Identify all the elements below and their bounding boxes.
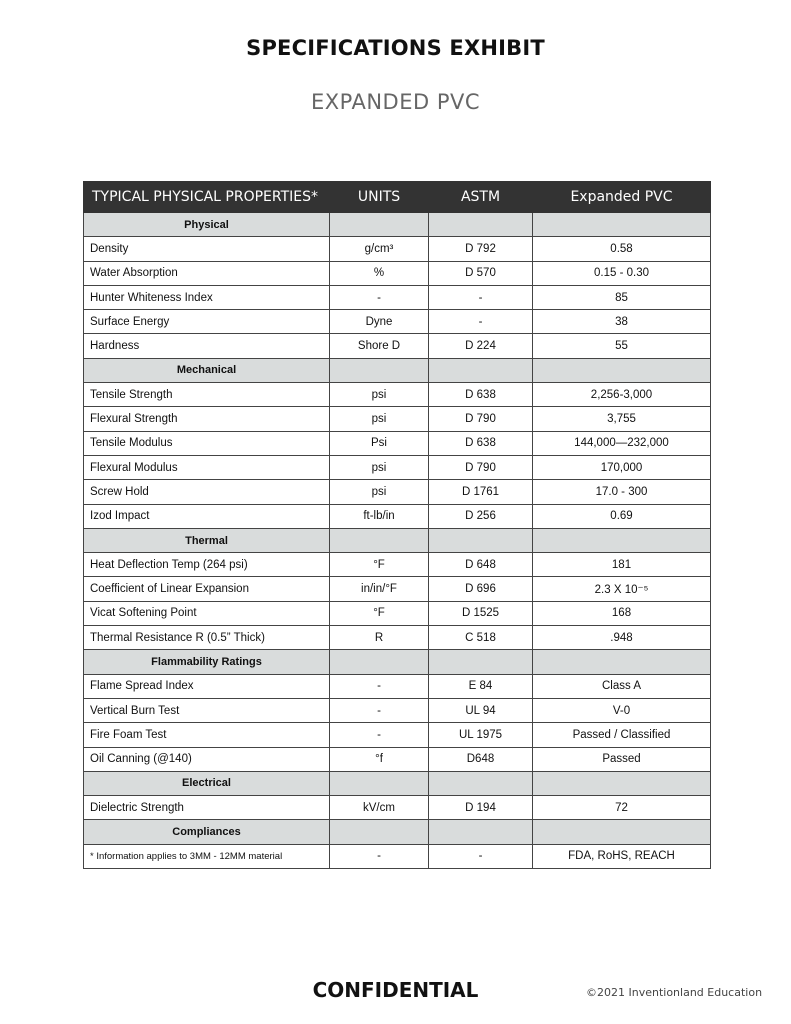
section-row [84, 213, 711, 237]
section-label: Compliances [84, 820, 330, 844]
table-row [84, 577, 711, 601]
astm-cell: C 518 [429, 626, 533, 650]
value-cell: 144,000—232,000 [533, 431, 711, 455]
value-cell: .948 [533, 626, 711, 650]
section-row [84, 771, 711, 795]
specifications-table [83, 181, 711, 869]
section-empty-cell [429, 358, 533, 382]
astm-cell: D 790 [429, 407, 533, 431]
value-cell: 55 [533, 334, 711, 358]
property-cell: Heat Deflection Temp (264 psi) [84, 553, 330, 577]
table-header-row [84, 182, 711, 213]
section-empty-cell [330, 771, 429, 795]
value-cell: 2.3 X 10⁻⁵ [533, 577, 711, 601]
section-row [84, 528, 711, 552]
astm-cell: D 1525 [429, 601, 533, 625]
table-row [84, 844, 711, 868]
section-empty-cell [533, 358, 711, 382]
section-empty-cell [330, 650, 429, 674]
astm-cell: - [429, 310, 533, 334]
property-cell: Tensile Modulus [84, 431, 330, 455]
astm-cell: D 648 [429, 553, 533, 577]
page-subtitle: EXPANDED PVC [310, 90, 481, 114]
table-row [84, 480, 711, 504]
value-cell: Class A [533, 674, 711, 698]
table-body [84, 213, 711, 869]
value-cell: 0.58 [533, 237, 711, 261]
property-cell: Hardness [84, 334, 330, 358]
units-cell: % [330, 261, 429, 285]
astm-cell: UL 1975 [429, 723, 533, 747]
property-cell: Flame Spread Index [84, 674, 330, 698]
units-cell: - [330, 285, 429, 309]
astm-cell: D 638 [429, 383, 533, 407]
value-cell: 85 [533, 285, 711, 309]
units-cell: in/in/°F [330, 577, 429, 601]
units-cell: Shore D [330, 334, 429, 358]
property-cell: Density [84, 237, 330, 261]
section-row [84, 820, 711, 844]
section-empty-cell [429, 771, 533, 795]
property-cell: Thermal Resistance R (0.5” Thick) [84, 626, 330, 650]
table-row [84, 261, 711, 285]
astm-cell: D 256 [429, 504, 533, 528]
value-cell: 2,256-3,000 [533, 383, 711, 407]
section-empty-cell [533, 650, 711, 674]
units-cell: °F [330, 601, 429, 625]
section-label: Electrical [84, 771, 330, 795]
section-empty-cell [429, 820, 533, 844]
table-row [84, 601, 711, 625]
table-row [84, 698, 711, 722]
property-cell: Water Absorption [84, 261, 330, 285]
units-cell: - [330, 698, 429, 722]
table-row [84, 553, 711, 577]
table-row [84, 431, 711, 455]
section-row [84, 650, 711, 674]
astm-cell: E 84 [429, 674, 533, 698]
units-cell: psi [330, 480, 429, 504]
value-cell: Passed [533, 747, 711, 771]
units-cell: - [330, 844, 429, 868]
property-cell: Fire Foam Test [84, 723, 330, 747]
property-cell: Dielectric Strength [84, 796, 330, 820]
property-cell: Vertical Burn Test [84, 698, 330, 722]
table-row [84, 310, 711, 334]
section-empty-cell [533, 528, 711, 552]
table-row [84, 796, 711, 820]
value-cell: 170,000 [533, 455, 711, 479]
units-cell: °f [330, 747, 429, 771]
section-empty-cell [533, 820, 711, 844]
copyright-notice: ©2021 Inventionland Education [586, 986, 763, 999]
table-row [84, 237, 711, 261]
value-cell: V-0 [533, 698, 711, 722]
astm-cell: - [429, 844, 533, 868]
value-cell: 168 [533, 601, 711, 625]
value-cell: FDA, RoHS, REACH [533, 844, 711, 868]
units-cell: Psi [330, 431, 429, 455]
section-empty-cell [429, 528, 533, 552]
column-header-astm: ASTM [429, 182, 533, 213]
column-header-property: TYPICAL PHYSICAL PROPERTIES* [84, 182, 330, 213]
units-cell: Dyne [330, 310, 429, 334]
value-cell: 0.69 [533, 504, 711, 528]
astm-cell: D 1761 [429, 480, 533, 504]
table-row [84, 334, 711, 358]
value-cell: 181 [533, 553, 711, 577]
value-cell: 3,755 [533, 407, 711, 431]
astm-cell: D 696 [429, 577, 533, 601]
property-cell: Coefficient of Linear Expansion [84, 577, 330, 601]
table-row [84, 407, 711, 431]
column-header-units: UNITS [330, 182, 429, 213]
units-cell: - [330, 723, 429, 747]
table-row [84, 626, 711, 650]
value-cell: 72 [533, 796, 711, 820]
table-row [84, 285, 711, 309]
confidential-label: CONFIDENTIAL [312, 978, 479, 1002]
table-row [84, 455, 711, 479]
page-title: SPECIFICATIONS EXHIBIT [246, 36, 545, 60]
astm-cell: D 792 [429, 237, 533, 261]
section-label: Mechanical [84, 358, 330, 382]
section-empty-cell [429, 650, 533, 674]
astm-cell: D 224 [429, 334, 533, 358]
section-empty-cell [330, 213, 429, 237]
section-empty-cell [330, 358, 429, 382]
units-cell: - [330, 674, 429, 698]
table-row [84, 674, 711, 698]
table-row [84, 504, 711, 528]
astm-cell: D648 [429, 747, 533, 771]
property-cell: Izod Impact [84, 504, 330, 528]
value-cell: 38 [533, 310, 711, 334]
section-empty-cell [330, 820, 429, 844]
table-row [84, 723, 711, 747]
section-empty-cell [533, 771, 711, 795]
astm-cell: D 638 [429, 431, 533, 455]
section-empty-cell [533, 213, 711, 237]
table-row [84, 383, 711, 407]
units-cell: psi [330, 383, 429, 407]
astm-cell: - [429, 285, 533, 309]
section-empty-cell [429, 213, 533, 237]
property-cell: Tensile Strength [84, 383, 330, 407]
table-row [84, 747, 711, 771]
value-cell: 0.15 - 0.30 [533, 261, 711, 285]
units-cell: °F [330, 553, 429, 577]
units-cell: g/cm³ [330, 237, 429, 261]
astm-cell: D 570 [429, 261, 533, 285]
section-row [84, 358, 711, 382]
units-cell: psi [330, 455, 429, 479]
value-cell: Passed / Classified [533, 723, 711, 747]
property-cell: Surface Energy [84, 310, 330, 334]
property-cell: Oil Canning (@140) [84, 747, 330, 771]
units-cell: kV/cm [330, 796, 429, 820]
property-cell: Hunter Whiteness Index [84, 285, 330, 309]
property-cell: Flexural Modulus [84, 455, 330, 479]
astm-cell: UL 94 [429, 698, 533, 722]
section-label: Physical [84, 213, 330, 237]
value-cell: 17.0 - 300 [533, 480, 711, 504]
section-label: Thermal [84, 528, 330, 552]
units-cell: R [330, 626, 429, 650]
property-cell: * Information applies to 3MM - 12MM material [84, 844, 330, 868]
units-cell: ft-lb/in [330, 504, 429, 528]
property-cell: Screw Hold [84, 480, 330, 504]
units-cell: psi [330, 407, 429, 431]
property-cell: Vicat Softening Point [84, 601, 330, 625]
section-label: Flammability Ratings [84, 650, 330, 674]
property-cell: Flexural Strength [84, 407, 330, 431]
astm-cell: D 790 [429, 455, 533, 479]
astm-cell: D 194 [429, 796, 533, 820]
column-header-expanded-pvc: Expanded PVC [533, 182, 711, 213]
section-empty-cell [330, 528, 429, 552]
